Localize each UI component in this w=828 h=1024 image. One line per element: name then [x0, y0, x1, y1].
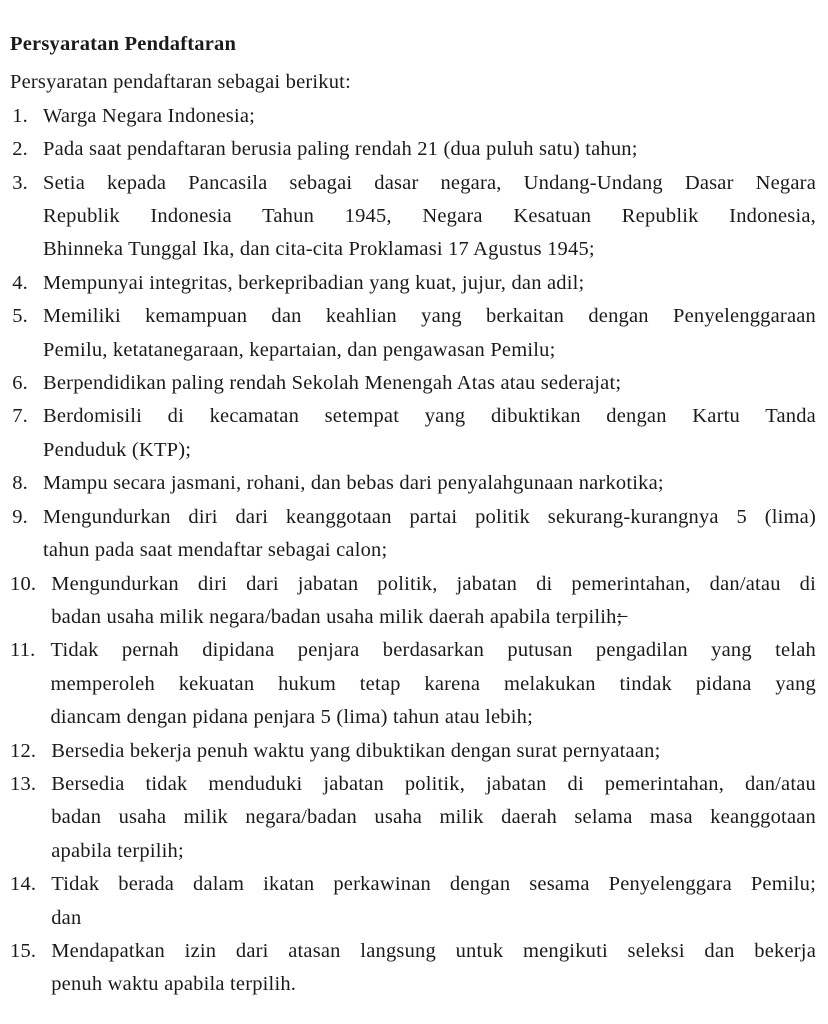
list-item: [10, 868, 816, 935]
item-line: diancam dengan pidana penjara 5 (lima) tahun atau lebih;: [50, 706, 533, 729]
item-number: 14.: [10, 873, 37, 896]
item-text: [51, 735, 816, 768]
item-text: [43, 367, 816, 400]
document-title: Persyaratan Pendaftaran: [10, 33, 237, 55]
item-text: [43, 300, 816, 367]
item-text: [43, 267, 816, 300]
item-text: [43, 133, 816, 166]
item-line: Setia kepada Pancasila sebagai dasar negara, Undang-Undang Dasar Negara: [43, 171, 816, 194]
item-number: 15.: [10, 939, 37, 962]
item-line: Republik Indonesia Tahun 1945, Negara Kesatuan Republik Indonesia,: [43, 205, 816, 228]
item-number: 3.: [12, 171, 28, 194]
item-line: penuh waktu apabila terpilih.: [51, 973, 297, 996]
item-number: 12.: [10, 739, 37, 762]
item-line: apabila terpilih;: [51, 839, 184, 862]
item-line: badan usaha milik negara/badan usaha milik daerah selama masa keanggotaan: [51, 806, 816, 829]
item-number: 5.: [12, 305, 28, 328]
requirements-list: [10, 100, 816, 1002]
item-number: 8.: [12, 472, 28, 495]
item-number: 4.: [12, 271, 28, 294]
list-item: [10, 300, 816, 367]
item-number: 6.: [12, 372, 28, 395]
item-line: Pemilu, ketatanegaraan, kepartaian, dan pengawasan Pemilu;: [43, 338, 556, 361]
item-text: [51, 935, 816, 1002]
item-line: Tidak pernah dipidana penjara berdasarkan putusan pengadilan yang telah: [50, 639, 816, 662]
item-line: Berpendidikan paling rendah Sekolah Menengah Atas atau sederajat;: [43, 372, 622, 395]
item-number: 11.: [10, 639, 36, 662]
list-item: [10, 267, 816, 300]
item-line: tahun pada saat mendaftar sebagai calon;: [43, 539, 388, 562]
item-number: 2.: [12, 138, 28, 161]
list-item: [10, 400, 816, 467]
item-line: Tidak berada dalam ikatan perkawinan dengan sesama Penyelenggara Pemilu;: [51, 873, 816, 896]
item-line: Mengundurkan diri dari jabatan politik, jabatan di pemerintahan, dan/atau di: [51, 572, 816, 595]
list-item: [10, 367, 816, 400]
list-item: [10, 133, 816, 166]
list-item: [10, 167, 816, 267]
item-line: Mengundurkan diri dari keanggotaan partai politik sekurang-kurangnya 5 (lima): [43, 505, 816, 528]
list-item: [10, 467, 816, 500]
item-line: memperoleh kekuatan hukum tetap karena melakukan tindak pidana yang: [50, 672, 816, 695]
item-text: [43, 100, 816, 133]
item-line: Bhinneka Tunggal Ika, dan cita-cita Proklamasi 17 Agustus 1945;: [43, 238, 595, 261]
item-line: Bersedia bekerja penuh waktu yang dibuktikan dengan surat pernyataan;: [51, 739, 661, 762]
item-line: Pada saat pendaftaran berusia paling rendah 21 (dua puluh satu) tahun;: [43, 138, 638, 161]
list-item: [10, 935, 816, 1002]
item-line: dan: [51, 906, 82, 929]
list-item: [10, 735, 816, 768]
item-text: [51, 868, 816, 935]
item-text: [43, 400, 816, 467]
item-line: Mempunyai integritas, berkepribadian yang kuat, jujur, dan adil;: [43, 271, 585, 294]
item-text: [50, 634, 816, 734]
item-number: 1.: [12, 104, 28, 127]
item-line: Warga Negara Indonesia;: [43, 104, 256, 127]
item-line: Memiliki kemampuan dan keahlian yang berkaitan dengan Penyelenggaraan: [43, 305, 816, 328]
item-number: 7.: [12, 405, 28, 428]
item-text: [43, 501, 816, 568]
item-number: 9.: [12, 505, 28, 528]
item-text: [43, 467, 816, 500]
item-text: [43, 167, 816, 267]
item-text: [51, 568, 816, 635]
item-number: 10.: [10, 572, 37, 595]
list-item: [10, 501, 816, 568]
list-item: [10, 100, 816, 133]
item-line: Berdomisili di kecamatan setempat yang dibuktikan dengan Kartu Tanda: [43, 405, 816, 428]
item-line: Bersedia tidak menduduki jabatan politik, jabatan di pemerintahan, dan/atau: [51, 772, 816, 795]
item-number: 13.: [10, 772, 37, 795]
item-text: [51, 768, 816, 868]
list-item: [10, 768, 816, 868]
list-item: [10, 634, 816, 734]
item-line: Mendapatkan izin dari atasan langsung untuk mengikuti seleksi dan bekerja: [51, 939, 816, 962]
item-line: Penduduk (KTP);: [43, 438, 192, 461]
list-item: [10, 568, 816, 635]
item-line: Mampu secara jasmani, rohani, dan bebas dari penyalahgunaan narkotika;: [43, 472, 664, 495]
item-line: badan usaha milik negara/badan usaha milik daerah apabila terpilih;̶: [51, 605, 623, 628]
intro-text: Persyaratan pendaftaran sebagai berikut:: [10, 71, 351, 94]
